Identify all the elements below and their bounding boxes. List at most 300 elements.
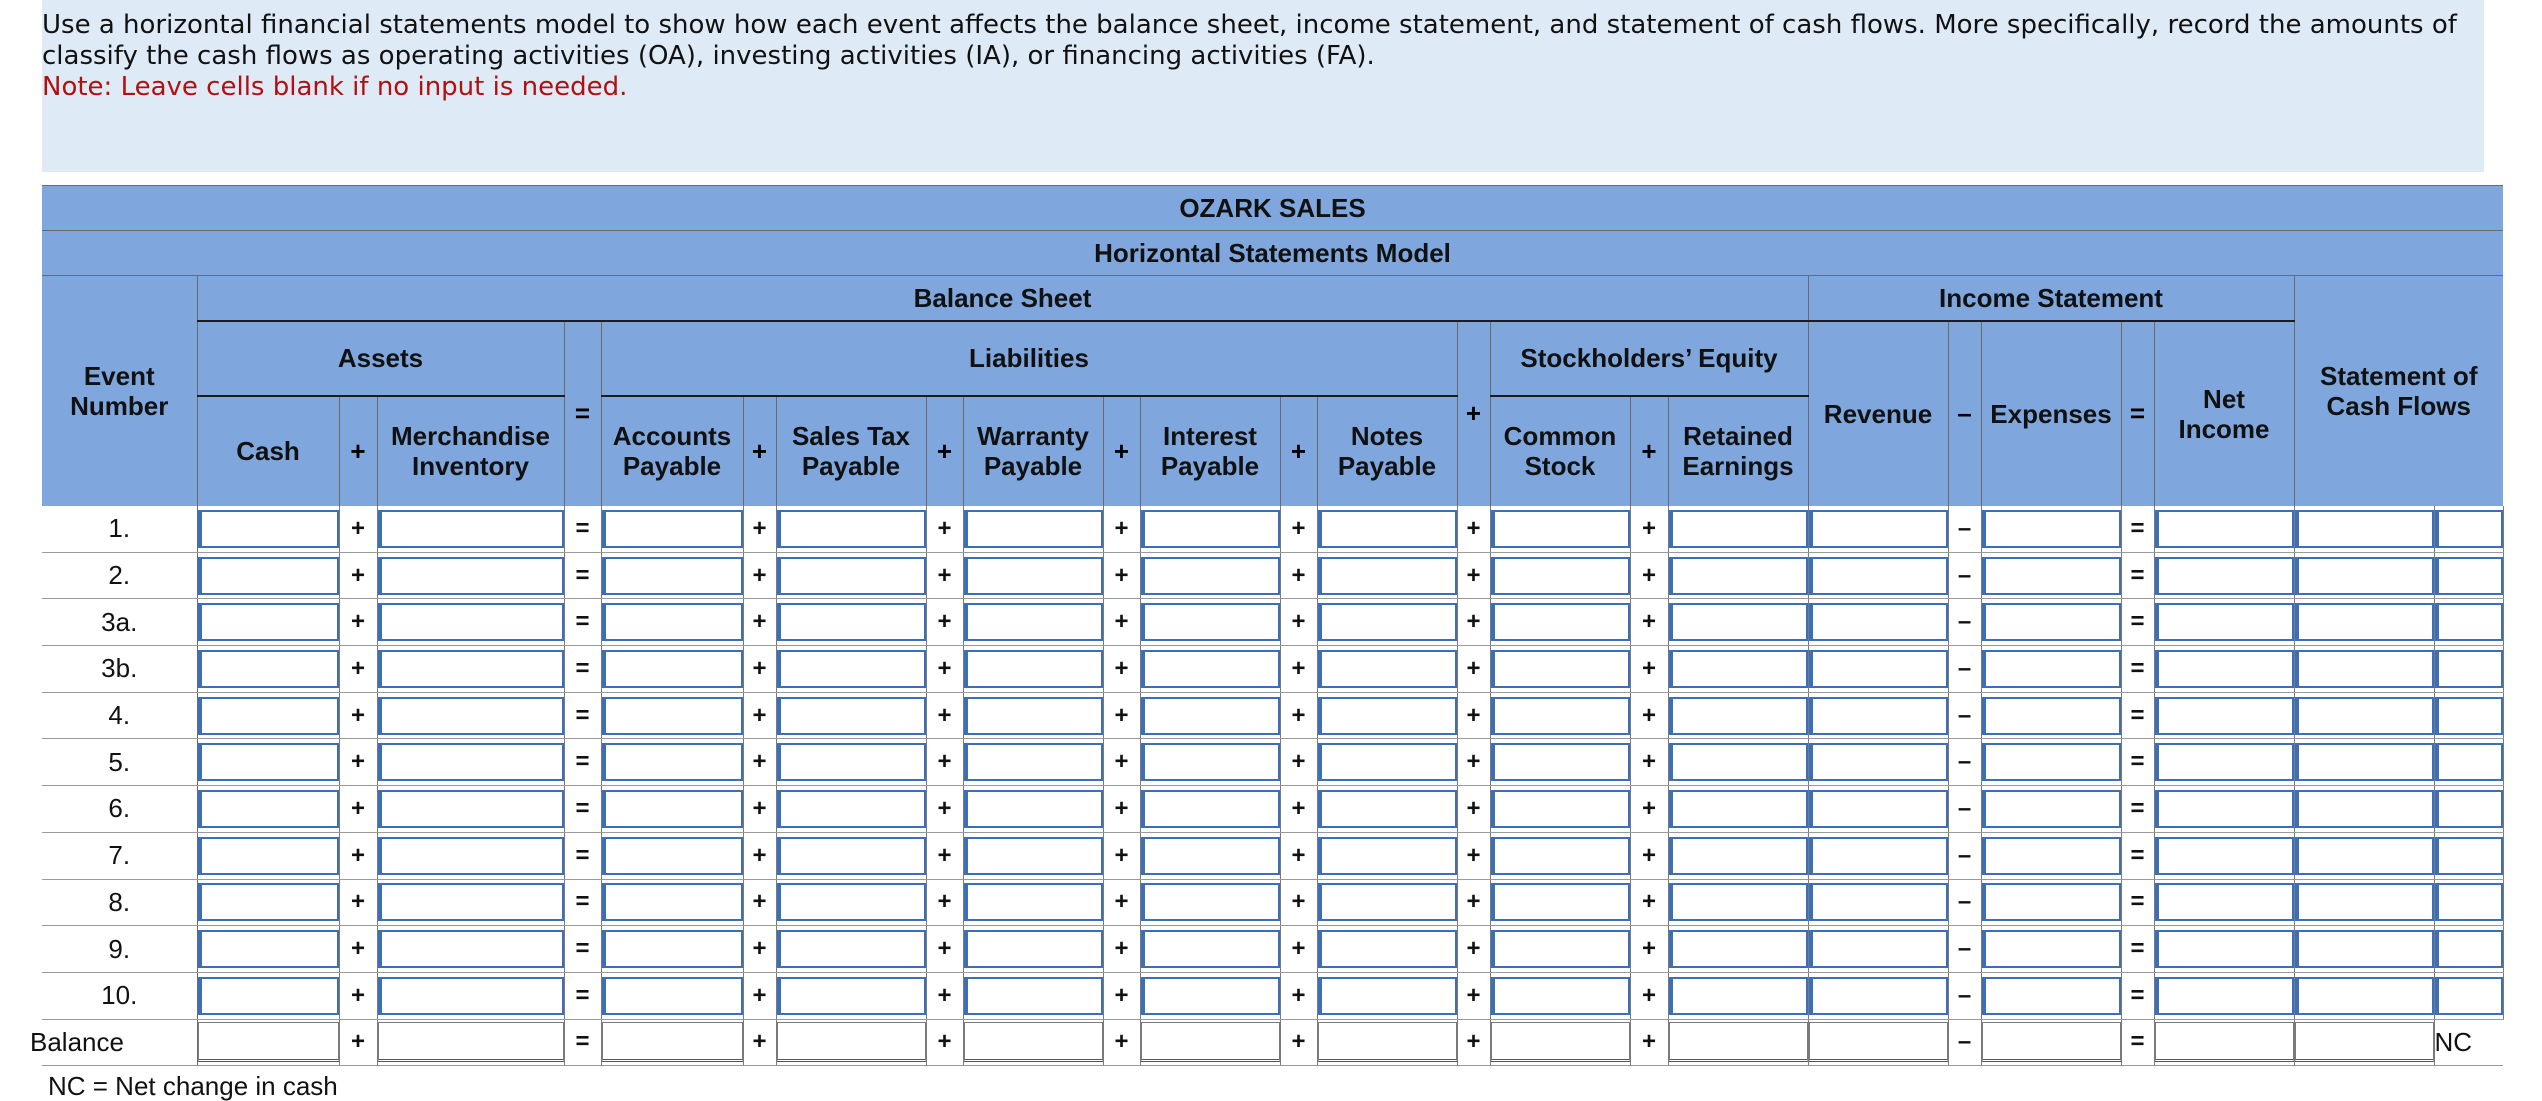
cash-flow-activity-input[interactable] xyxy=(2435,697,2503,735)
cash-flow-amount-input[interactable] xyxy=(2295,837,2434,875)
retained-earnings-balance-box xyxy=(1669,1022,1808,1062)
accounts-payable-input[interactable] xyxy=(602,743,743,781)
accounts-payable-cell xyxy=(601,972,743,1019)
interest-payable-input[interactable] xyxy=(1141,930,1280,968)
revenue-balance xyxy=(1808,1019,1948,1066)
cash-flow-activity-cell xyxy=(2434,599,2503,646)
net-income-input[interactable] xyxy=(2155,557,2294,595)
warranty-payable-cell xyxy=(963,599,1103,646)
expenses-cell xyxy=(1981,506,2121,553)
net-income-input[interactable] xyxy=(2155,883,2294,921)
event-number: 2. xyxy=(42,552,197,599)
cash-flow-activity-input[interactable] xyxy=(2435,883,2503,921)
table-row xyxy=(42,832,2503,879)
interest-payable-input[interactable] xyxy=(1141,837,1280,875)
merchandise-inventory-input[interactable] xyxy=(378,743,564,781)
equals-operator: = xyxy=(564,832,601,879)
cash-input[interactable] xyxy=(198,837,339,875)
plus-operator: + xyxy=(339,552,377,599)
net-income-input[interactable] xyxy=(2155,510,2294,548)
net-income-cell xyxy=(2154,926,2294,973)
notes-payable-header: Notes Payable xyxy=(1317,396,1457,506)
cash-input[interactable] xyxy=(198,697,339,735)
net-income-input[interactable] xyxy=(2155,930,2294,968)
footnote: NC = Net change in cash xyxy=(48,1071,338,1101)
plus-operator: + xyxy=(339,832,377,879)
merchandise-inventory-cell xyxy=(377,506,564,553)
net-income-input[interactable] xyxy=(2155,790,2294,828)
accounts-payable-cell xyxy=(601,506,743,553)
equals-operator: = xyxy=(2121,832,2154,879)
common-stock-input[interactable] xyxy=(1491,510,1630,548)
merchandise-inventory-header: Merchandise Inventory xyxy=(377,396,564,506)
plus-operator: + xyxy=(1457,786,1490,833)
event-number-header: Event Number xyxy=(42,276,197,506)
sales-tax-payable-cell xyxy=(776,739,926,786)
equals-operator: = xyxy=(2121,646,2154,693)
cash-flow-amount-input[interactable] xyxy=(2295,883,2434,921)
balance-sheet-header: Balance Sheet xyxy=(197,276,1808,321)
common-stock-header: Common Stock xyxy=(1490,396,1630,506)
instructions-note: Note: Leave cells blank if no input is needed. xyxy=(42,72,628,102)
table-row xyxy=(42,646,2503,693)
expenses-input[interactable] xyxy=(1982,697,2121,735)
merchandise-inventory-input[interactable] xyxy=(378,510,564,548)
revenue-input[interactable] xyxy=(1809,930,1948,968)
merchandise-inventory-cell xyxy=(377,786,564,833)
common-stock-input[interactable] xyxy=(1491,697,1630,735)
common-stock-input[interactable] xyxy=(1491,743,1630,781)
warranty-payable-input[interactable] xyxy=(964,837,1103,875)
event-number: 5. xyxy=(42,739,197,786)
instructions-line-2: classify the cash flows as operating activities (OA), investing activities (IA), or financing activities (FA). xyxy=(42,41,1375,71)
warranty-payable-input[interactable] xyxy=(964,743,1103,781)
revenue-cell xyxy=(1808,599,1948,646)
expenses-input[interactable] xyxy=(1982,603,2121,641)
retained-earnings-input[interactable] xyxy=(1669,650,1808,688)
accounts-payable-cell xyxy=(601,926,743,973)
expenses-cell xyxy=(1981,926,2121,973)
retained-earnings-input[interactable] xyxy=(1669,697,1808,735)
retained-earnings-cell xyxy=(1668,739,1808,786)
sales-tax-payable-input[interactable] xyxy=(777,790,926,828)
cash-flow-amount-input[interactable] xyxy=(2295,930,2434,968)
net-income-input[interactable] xyxy=(2155,977,2294,1015)
cash-flow-activity-input[interactable] xyxy=(2435,557,2503,595)
warranty-payable-input[interactable] xyxy=(964,510,1103,548)
plus-operator: + xyxy=(1457,692,1490,739)
plus-operator: + xyxy=(1103,832,1140,879)
warranty-payable-balance-box xyxy=(964,1022,1103,1062)
merchandise-inventory-input[interactable] xyxy=(378,977,564,1015)
plus-operator: + xyxy=(1103,552,1140,599)
cash-flow-amount-input[interactable] xyxy=(2295,510,2434,548)
retained-earnings-input[interactable] xyxy=(1669,743,1808,781)
revenue-input[interactable] xyxy=(1809,743,1948,781)
cash-flow-amount-input[interactable] xyxy=(2295,977,2434,1015)
revenue-input[interactable] xyxy=(1809,650,1948,688)
cash-input[interactable] xyxy=(198,930,339,968)
cash-flow-amount-balance xyxy=(2294,1019,2434,1066)
cash-flow-activity-cell xyxy=(2434,786,2503,833)
cash-flow-amount-cell xyxy=(2294,739,2434,786)
cash-input[interactable] xyxy=(198,977,339,1015)
cash-input[interactable] xyxy=(198,743,339,781)
equals-operator: = xyxy=(564,879,601,926)
cash-flow-amount-input[interactable] xyxy=(2295,790,2434,828)
cash-input[interactable] xyxy=(198,510,339,548)
warranty-payable-header: Warranty Payable xyxy=(963,396,1103,506)
warranty-payable-input[interactable] xyxy=(964,650,1103,688)
sales-tax-payable-input[interactable] xyxy=(777,743,926,781)
interest-payable-input[interactable] xyxy=(1141,697,1280,735)
accounts-payable-input[interactable] xyxy=(602,837,743,875)
plus-operator: + xyxy=(926,506,963,553)
warranty-payable-input[interactable] xyxy=(964,790,1103,828)
plus-operator: + xyxy=(743,646,776,693)
merchandise-inventory-input[interactable] xyxy=(378,697,564,735)
merchandise-inventory-input[interactable] xyxy=(378,603,564,641)
minus-operator: – xyxy=(1948,692,1981,739)
retained-earnings-cell xyxy=(1668,599,1808,646)
revenue-header: Revenue xyxy=(1808,321,1948,506)
common-stock-input[interactable] xyxy=(1491,790,1630,828)
equals-operator: = xyxy=(564,646,601,693)
expenses-input[interactable] xyxy=(1982,743,2121,781)
cash-input[interactable] xyxy=(198,650,339,688)
revenue-input[interactable] xyxy=(1809,883,1948,921)
interest-payable-input[interactable] xyxy=(1141,790,1280,828)
sales-tax-payable-input[interactable] xyxy=(777,510,926,548)
cash-flow-activity-cell xyxy=(2434,692,2503,739)
event-number: 7. xyxy=(42,832,197,879)
net-income-input[interactable] xyxy=(2155,743,2294,781)
common-stock-input[interactable] xyxy=(1491,557,1630,595)
warranty-payable-cell xyxy=(963,972,1103,1019)
revenue-input[interactable] xyxy=(1809,603,1948,641)
cash-flow-amount-input[interactable] xyxy=(2295,557,2434,595)
warranty-payable-input[interactable] xyxy=(964,603,1103,641)
equals-operator: = xyxy=(2121,926,2154,973)
notes-payable-cell xyxy=(1317,739,1457,786)
common-stock-input[interactable] xyxy=(1491,930,1630,968)
plus-operator: + xyxy=(339,646,377,693)
retained-earnings-cell xyxy=(1668,552,1808,599)
accounts-payable-input[interactable] xyxy=(602,650,743,688)
cash-flow-amount-input[interactable] xyxy=(2295,650,2434,688)
minus-operator: – xyxy=(1948,786,1981,833)
notes-payable-input[interactable] xyxy=(1318,930,1457,968)
cash-flow-amount-cell xyxy=(2294,646,2434,693)
revenue-input[interactable] xyxy=(1809,790,1948,828)
equals-operator: = xyxy=(564,1019,601,1066)
notes-payable-cell xyxy=(1317,552,1457,599)
retained-earnings-input[interactable] xyxy=(1669,510,1808,548)
warranty-payable-cell xyxy=(963,832,1103,879)
revenue-cell xyxy=(1808,692,1948,739)
plus-operator: + xyxy=(1630,599,1668,646)
interest-payable-input[interactable] xyxy=(1141,977,1280,1015)
plus-operator: + xyxy=(339,786,377,833)
plus-operator: + xyxy=(926,646,963,693)
cash-flow-amount-input[interactable] xyxy=(2295,603,2434,641)
event-number: 9. xyxy=(42,926,197,973)
revenue-balance-box xyxy=(1809,1022,1948,1062)
notes-payable-input[interactable] xyxy=(1318,557,1457,595)
interest-payable-input[interactable] xyxy=(1141,557,1280,595)
interest-payable-cell xyxy=(1140,926,1280,973)
cash-cell xyxy=(197,552,339,599)
expenses-cell xyxy=(1981,786,2121,833)
merchandise-inventory-input[interactable] xyxy=(378,790,564,828)
plus-operator: + xyxy=(1457,552,1490,599)
accounts-payable-cell xyxy=(601,786,743,833)
notes-payable-input[interactable] xyxy=(1318,883,1457,921)
expenses-input[interactable] xyxy=(1982,837,2121,875)
cash-flow-activity-input[interactable] xyxy=(2435,977,2503,1015)
cash-input[interactable] xyxy=(198,557,339,595)
equals-operator: = xyxy=(2121,972,2154,1019)
plus-operator: + xyxy=(1103,739,1140,786)
expenses-input[interactable] xyxy=(1982,510,2121,548)
revenue-cell xyxy=(1808,879,1948,926)
sales-tax-payable-input[interactable] xyxy=(777,650,926,688)
plus-operator: + xyxy=(926,396,963,506)
cash-flow-activity-cell xyxy=(2434,972,2503,1019)
expenses-cell xyxy=(1981,972,2121,1019)
cash-flow-activity-input[interactable] xyxy=(2435,930,2503,968)
warranty-payable-balance xyxy=(963,1019,1103,1066)
retained-earnings-input[interactable] xyxy=(1669,977,1808,1015)
cash-flow-amount-cell xyxy=(2294,786,2434,833)
equals-operator: = xyxy=(564,599,601,646)
notes-payable-input[interactable] xyxy=(1318,697,1457,735)
expenses-balance-box xyxy=(1982,1022,2121,1062)
retained-earnings-input[interactable] xyxy=(1669,557,1808,595)
common-stock-cell xyxy=(1490,926,1630,973)
net-income-input[interactable] xyxy=(2155,837,2294,875)
interest-payable-input[interactable] xyxy=(1141,510,1280,548)
warranty-payable-input[interactable] xyxy=(964,883,1103,921)
table-row xyxy=(42,786,2503,833)
plus-operator: + xyxy=(743,1019,776,1066)
interest-payable-cell xyxy=(1140,786,1280,833)
expenses-input[interactable] xyxy=(1982,883,2121,921)
retained-earnings-input[interactable] xyxy=(1669,837,1808,875)
common-stock-input[interactable] xyxy=(1491,883,1630,921)
plus-operator: + xyxy=(1630,506,1668,553)
accounts-payable-input[interactable] xyxy=(602,603,743,641)
notes-payable-input[interactable] xyxy=(1318,837,1457,875)
cash-flow-activity-input[interactable] xyxy=(2435,743,2503,781)
sales-tax-payable-cell xyxy=(776,506,926,553)
net-income-input[interactable] xyxy=(2155,697,2294,735)
common-stock-cell xyxy=(1490,552,1630,599)
cash-flow-amount-input[interactable] xyxy=(2295,697,2434,735)
expenses-balance xyxy=(1981,1019,2121,1066)
cash-input[interactable] xyxy=(198,883,339,921)
sales-tax-payable-input[interactable] xyxy=(777,697,926,735)
cash-flow-activity-input[interactable] xyxy=(2435,510,2503,548)
retained-earnings-input[interactable] xyxy=(1669,790,1808,828)
common-stock-input[interactable] xyxy=(1491,977,1630,1015)
net-income-input[interactable] xyxy=(2155,603,2294,641)
notes-payable-input[interactable] xyxy=(1318,977,1457,1015)
retained-earnings-input[interactable] xyxy=(1669,883,1808,921)
notes-payable-cell xyxy=(1317,879,1457,926)
sales-tax-payable-input[interactable] xyxy=(777,883,926,921)
plus-operator: + xyxy=(1630,972,1668,1019)
retained-earnings-input[interactable] xyxy=(1669,603,1808,641)
plus-operator: + xyxy=(1457,506,1490,553)
plus-operator: + xyxy=(743,879,776,926)
retained-earnings-cell xyxy=(1668,926,1808,973)
equals-operator: = xyxy=(564,552,601,599)
plus-operator: + xyxy=(1457,926,1490,973)
notes-payable-input[interactable] xyxy=(1318,743,1457,781)
retained-earnings-input[interactable] xyxy=(1669,930,1808,968)
merchandise-inventory-cell xyxy=(377,552,564,599)
common-stock-input[interactable] xyxy=(1491,837,1630,875)
cash-cell xyxy=(197,646,339,693)
revenue-input[interactable] xyxy=(1809,510,1948,548)
accounts-payable-cell xyxy=(601,599,743,646)
sales-tax-payable-input[interactable] xyxy=(777,557,926,595)
instructions-line-1: Use a horizontal financial statements model to show how each event affects the balance sheet, income statement, and statement of cash flows. More specifically, record the amounts of xyxy=(42,10,2457,40)
merchandise-inventory-input[interactable] xyxy=(378,837,564,875)
plus-operator: + xyxy=(1103,599,1140,646)
common-stock-cell xyxy=(1490,692,1630,739)
retained-earnings-cell xyxy=(1668,972,1808,1019)
accounts-payable-input[interactable] xyxy=(602,790,743,828)
expenses-input[interactable] xyxy=(1982,930,2121,968)
common-stock-cell xyxy=(1490,739,1630,786)
sales-tax-payable-balance-box xyxy=(777,1022,926,1062)
common-stock-input[interactable] xyxy=(1491,603,1630,641)
net-income-cell xyxy=(2154,739,2294,786)
notes-payable-input[interactable] xyxy=(1318,510,1457,548)
interest-payable-balance xyxy=(1140,1019,1280,1066)
merchandise-inventory-input[interactable] xyxy=(378,557,564,595)
notes-payable-input[interactable] xyxy=(1318,603,1457,641)
cash-flow-amount-input[interactable] xyxy=(2295,743,2434,781)
interest-payable-input[interactable] xyxy=(1141,650,1280,688)
cash-flow-amount-cell xyxy=(2294,692,2434,739)
cash-input[interactable] xyxy=(198,603,339,641)
warranty-payable-input[interactable] xyxy=(964,697,1103,735)
accounts-payable-input[interactable] xyxy=(602,557,743,595)
merchandise-inventory-cell xyxy=(377,972,564,1019)
instructions-panel xyxy=(42,0,2484,172)
plus-operator: + xyxy=(926,552,963,599)
interest-payable-input[interactable] xyxy=(1141,743,1280,781)
cash-flow-activity-input[interactable] xyxy=(2435,603,2503,641)
expenses-input[interactable] xyxy=(1982,650,2121,688)
sales-tax-payable-balance xyxy=(776,1019,926,1066)
retained-earnings-cell xyxy=(1668,786,1808,833)
retained-earnings-cell xyxy=(1668,692,1808,739)
merchandise-inventory-input[interactable] xyxy=(378,883,564,921)
common-stock-input[interactable] xyxy=(1491,650,1630,688)
cash-flow-activity-input[interactable] xyxy=(2435,790,2503,828)
warranty-payable-input[interactable] xyxy=(964,557,1103,595)
merchandise-inventory-cell xyxy=(377,832,564,879)
accounts-payable-input[interactable] xyxy=(602,510,743,548)
minus-operator: – xyxy=(1948,879,1981,926)
interest-payable-input[interactable] xyxy=(1141,883,1280,921)
merchandise-inventory-cell xyxy=(377,739,564,786)
plus-operator: + xyxy=(1280,972,1317,1019)
cash-input[interactable] xyxy=(198,790,339,828)
sales-tax-payable-cell xyxy=(776,926,926,973)
warranty-payable-input[interactable] xyxy=(964,930,1103,968)
interest-payable-cell xyxy=(1140,552,1280,599)
expenses-input[interactable] xyxy=(1982,977,2121,1015)
notes-payable-input[interactable] xyxy=(1318,650,1457,688)
retained-earnings-cell xyxy=(1668,646,1808,693)
cash-flow-amount-balance-box xyxy=(2295,1022,2434,1062)
revenue-input[interactable] xyxy=(1809,557,1948,595)
plus-operator: + xyxy=(1103,692,1140,739)
accounts-payable-cell xyxy=(601,739,743,786)
revenue-cell xyxy=(1808,786,1948,833)
plus-operator: + xyxy=(1280,396,1317,506)
plus-operator: + xyxy=(1630,646,1668,693)
sales-tax-payable-input[interactable] xyxy=(777,603,926,641)
merchandise-inventory-balance-box xyxy=(378,1022,564,1062)
expenses-input[interactable] xyxy=(1982,557,2121,595)
accounts-payable-input[interactable] xyxy=(602,930,743,968)
plus-operator: + xyxy=(1103,646,1140,693)
plus-operator: + xyxy=(1280,692,1317,739)
event-number: 8. xyxy=(42,879,197,926)
cash-cell xyxy=(197,832,339,879)
equals-operator: = xyxy=(2121,879,2154,926)
accounts-payable-input[interactable] xyxy=(602,883,743,921)
revenue-input[interactable] xyxy=(1809,977,1948,1015)
merchandise-inventory-input[interactable] xyxy=(378,930,564,968)
interest-payable-input[interactable] xyxy=(1141,603,1280,641)
cash-cell xyxy=(197,506,339,553)
sales-tax-payable-cell xyxy=(776,646,926,693)
revenue-cell xyxy=(1808,926,1948,973)
net-income-input[interactable] xyxy=(2155,650,2294,688)
notes-payable-cell xyxy=(1317,692,1457,739)
cash-flow-activity-input[interactable] xyxy=(2435,650,2503,688)
notes-payable-input[interactable] xyxy=(1318,790,1457,828)
common-stock-cell xyxy=(1490,599,1630,646)
equals-operator-header-income: = xyxy=(2121,321,2154,506)
equals-operator: = xyxy=(2121,692,2154,739)
retained-earnings-cell xyxy=(1668,832,1808,879)
merchandise-inventory-input[interactable] xyxy=(378,650,564,688)
cash-flow-activity-cell xyxy=(2434,506,2503,553)
accounts-payable-input[interactable] xyxy=(602,977,743,1015)
warranty-payable-input[interactable] xyxy=(964,977,1103,1015)
revenue-input[interactable] xyxy=(1809,837,1948,875)
plus-operator: + xyxy=(1280,926,1317,973)
revenue-input[interactable] xyxy=(1809,697,1948,735)
sales-tax-payable-input[interactable] xyxy=(777,930,926,968)
accounts-payable-cell xyxy=(601,832,743,879)
sales-tax-payable-input[interactable] xyxy=(777,837,926,875)
cash-flow-activity-input[interactable] xyxy=(2435,837,2503,875)
expenses-cell xyxy=(1981,879,2121,926)
accounts-payable-input[interactable] xyxy=(602,697,743,735)
expenses-input[interactable] xyxy=(1982,790,2121,828)
minus-operator: – xyxy=(1948,972,1981,1019)
sales-tax-payable-input[interactable] xyxy=(777,977,926,1015)
